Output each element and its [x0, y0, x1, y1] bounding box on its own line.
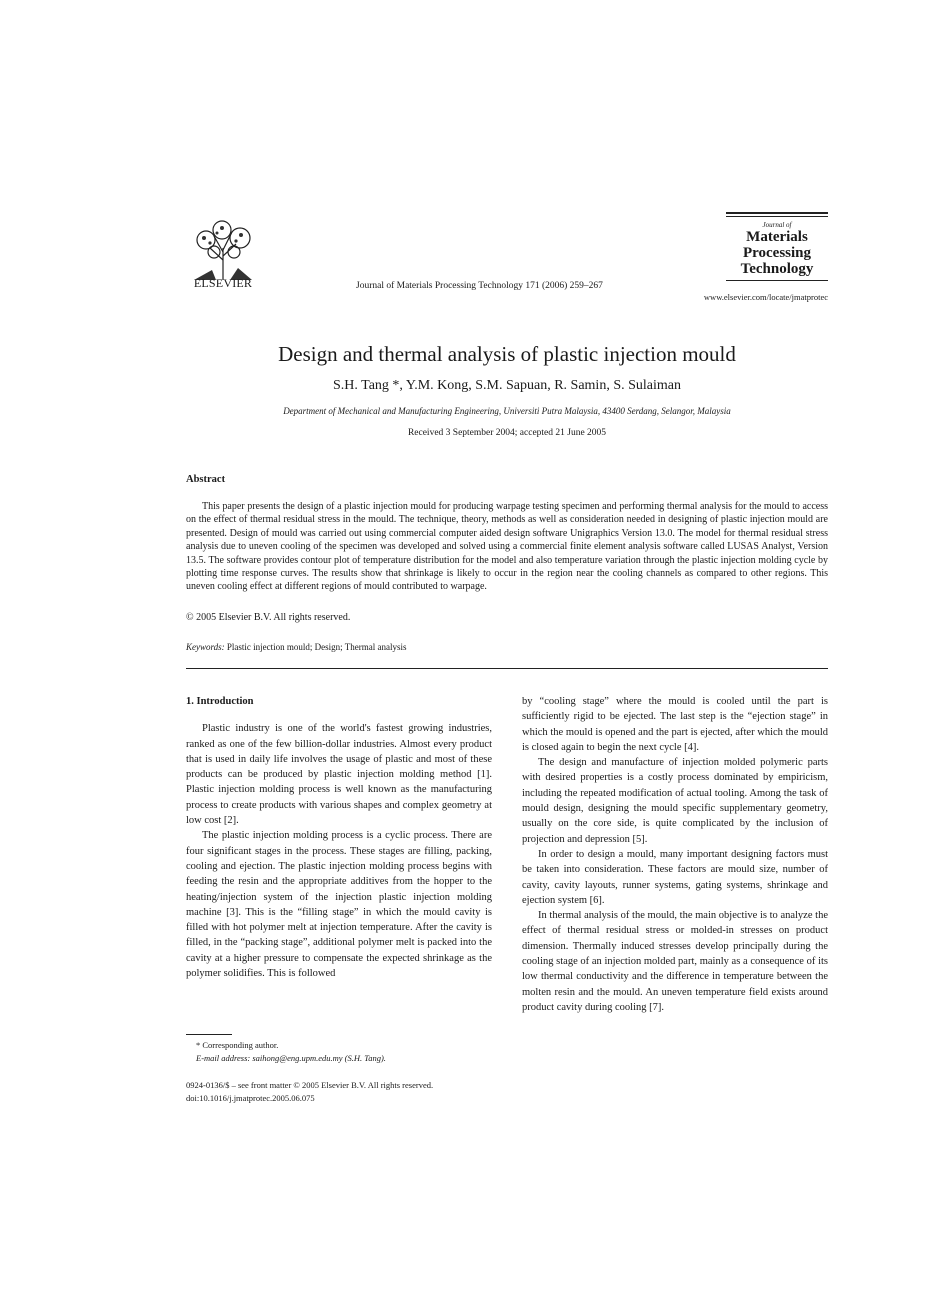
- email-note: E-mail address: saihong@eng.upm.edu.my (S.H. Tang).: [196, 1053, 386, 1063]
- journal-name-line: Processing: [742, 245, 812, 261]
- masthead-rule: [726, 280, 828, 281]
- paragraph: The design and manufacture of injection molded polymeric parts with desired properties is a costly process dominated by empiricism, including the repeated modification of actual tooling. Among the task of mould design, designing the mould specific supplementary geometry, usually on the core side, is quite complicated by the inclusion of projection and depression [5].: [522, 757, 828, 845]
- masthead-rule: [726, 212, 828, 214]
- journal-of-label: Journal of: [762, 221, 792, 229]
- footnote-rule: [186, 1034, 232, 1035]
- paragraph: Plastic industry is one of the world's fastest growing industries, ranked as one of the few billion-dollar industries. Almost every product that is used in daily life involves the usage of plastic and most of these products can be produced by plastic injection molding method [1]. Plastic injection molding process is well known as the manufacturing process to create products with various shapes and complex geometry at low cost [2].: [186, 723, 492, 827]
- received-dates: Received 3 September 2004; accepted 21 June 2005: [407, 428, 607, 438]
- section-heading: 1. Introduction: [186, 696, 254, 707]
- paragraph: In thermal analysis of the mould, the main objective is to analyze the effect of thermal residual stress or molded-in stresses on product dimension. Thermally induced stresses develop principally during the cooling stage of an injection molded part, mainly as a consequence of its low thermal conductivity and the difference in temperature between the molten resin and the mould. An uneven temperature field exists around product cavity during cooling [7].: [522, 910, 828, 1013]
- author-list: S.H. Tang *, Y.M. Kong, S.M. Sapuan, R. Samin, S. Sulaiman: [332, 378, 681, 393]
- issn-line: 0924-0136/$ – see front matter © 2005 Elsevier B.V. All rights reserved.: [186, 1080, 434, 1090]
- affiliation: Department of Mechanical and Manufacturing Engineering, Universiti Putra Malaysia, 43400 Serdang, Selangor, Malaysia: [283, 406, 731, 416]
- abstract-body: This paper presents the design of a plastic injection mould for producing warpage testing specimen and performing thermal analysis for the mould to access on the effect of thermal residual stress in the mould. The technique, theory, methods as well as consideration needed in designing of plastic injection mould are presented. Design of mould was carried out using commercial computer aided design software Unigraphics Version 13.0. The model for thermal residual stress analysis due to uneven cooling of the specimen was developed and solved using a commercial finite element analysis software called LUSAS Analyst, Version 13.5. The software provides contour plot of temperature distribution for the model and also temperature variation through the plastic injection molding cycle by plotting time response curves. The results show that shrinkage is likely to occur in the region near the cooling channels as compared to other regions. This uneven cooling effect at different regions of mould contributed to warpage.: [186, 501, 828, 593]
- section-divider: [186, 668, 828, 669]
- journal-citation: Journal of Materials Processing Technology 171 (2006) 259–267: [356, 281, 603, 291]
- paper-title: Design and thermal analysis of plastic injection mould: [278, 342, 736, 366]
- corresponding-author-note: * Corresponding author.: [196, 1040, 279, 1050]
- journal-masthead: [726, 212, 828, 283]
- masthead-rule: [726, 216, 828, 217]
- journal-name-line: Technology: [740, 261, 814, 277]
- abstract-heading: Abstract: [186, 474, 226, 485]
- paragraph: by “cooling stage” where the mould is cooled until the part is sufficiently rigid to be ejected. The last step is the “ejection stage” in which the mould is opened and the part is ejected, after which the mould is closed again to begin the next cycle [4].: [522, 696, 828, 753]
- publisher-name: ELSEVIER: [193, 276, 253, 290]
- journal-name-line: Materials: [746, 229, 808, 245]
- journal-url[interactable]: www.elsevier.com/locate/jmatprotec: [703, 292, 828, 302]
- doi-line: doi:10.1016/j.jmatprotec.2005.06.075: [186, 1093, 315, 1103]
- left-column: [186, 694, 492, 981]
- right-column: [522, 694, 828, 1015]
- paragraph: In order to design a mould, many important designing factors must be taken into consideration. These factors are mould size, number of cavity, cavity layouts, runner systems, gating systems, shrinkage and ejection system [6].: [522, 848, 828, 906]
- keywords-label: Keywords:: [186, 642, 225, 652]
- keywords-list: Plastic injection mould; Design; Thermal analysis: [224, 642, 407, 652]
- paragraph: The plastic injection molding process is a cyclic process. There are four significant stages in the process. These stages are filling, packing, cooling and ejection. The plastic injection molding process begins with feeding the resin and the appropriate additives from the hopper to the heating/injection system of the injection plastic injection molding machine [3]. This is the “filling stage” in which the mould cavity is filled with hot polymer melt at injection temperature. After the cavity is filled, in the “packing stage”, additional polymer melt is packed into the cavity at a higher pressure to compensate the expected shrinkage as the polymer solidifies. This is followed: [186, 830, 492, 980]
- keywords: [186, 642, 406, 652]
- copyright-line: © 2005 Elsevier B.V. All rights reserved.: [186, 612, 351, 623]
